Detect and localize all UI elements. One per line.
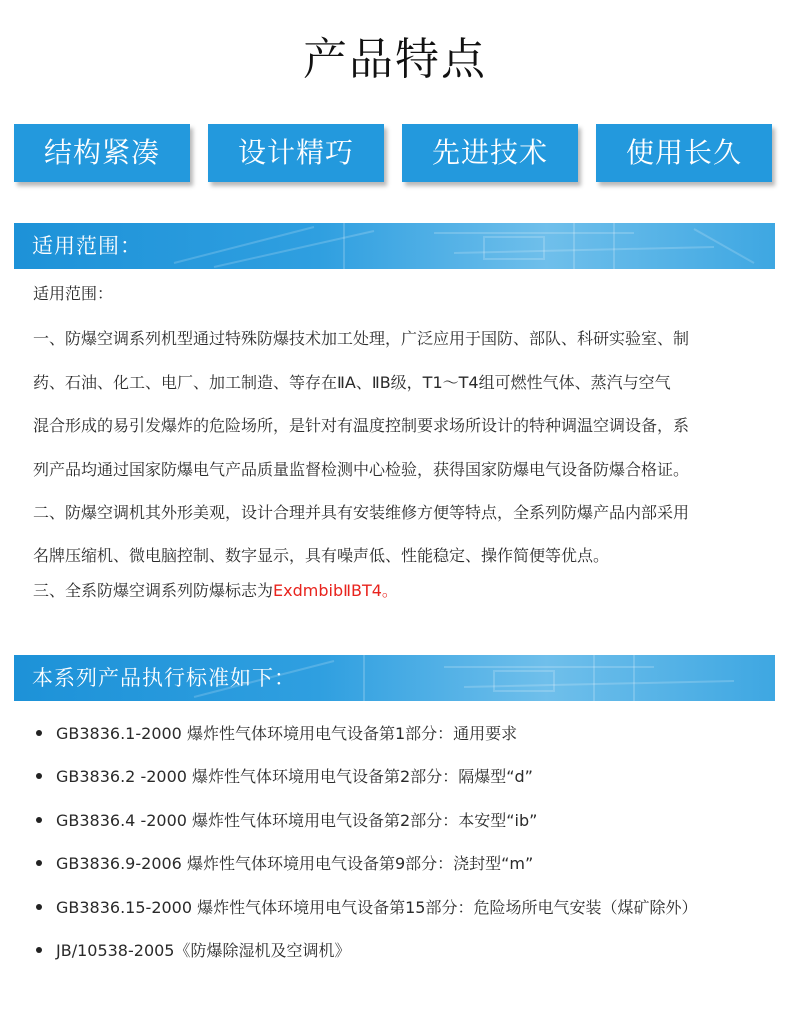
scope-paragraph-line: 列产品均通过国家防爆电气产品质量监督检测中心检验，获得国家防爆电气设备防爆合格证。 bbox=[33, 460, 690, 479]
standard-item bbox=[36, 765, 533, 789]
standard-item bbox=[36, 722, 517, 746]
explosion-mark-line bbox=[33, 579, 398, 603]
feature-advanced-technology: 先进技术 bbox=[402, 124, 578, 182]
feature-row bbox=[14, 124, 776, 186]
scope-intro: 适用范围： bbox=[33, 284, 114, 303]
bullet-icon bbox=[36, 860, 42, 866]
standard-text: GB3836.2 -2000 爆炸性气体环境用电气设备第2部分：隔爆型“d” bbox=[56, 767, 533, 786]
feature-ingenious-design: 设计精巧 bbox=[208, 124, 384, 182]
explosion-mark-prefix: 三、全系防爆空调系列防爆标志为 bbox=[33, 581, 274, 600]
bullet-icon bbox=[36, 947, 42, 953]
bullet-icon bbox=[36, 817, 42, 823]
feature-long-lasting: 使用长久 bbox=[596, 124, 772, 182]
standard-item bbox=[36, 852, 533, 876]
standard-text: JB/10538-2005《防爆除湿机及空调机》 bbox=[56, 941, 351, 960]
page-title: 产品特点 bbox=[303, 34, 487, 85]
scope-paragraph-line: 名牌压缩机、微电脑控制、数字显示，具有噪声低、性能稳定、操作简便等优点。 bbox=[33, 546, 610, 565]
standards-section-header bbox=[14, 655, 775, 701]
bullet-icon bbox=[36, 730, 42, 736]
scope-paragraph-line: 混合形成的易引发爆炸的危险场所，是针对有温度控制要求场所设计的特种调温空调设备，系 bbox=[33, 416, 690, 435]
standard-text: GB3836.4 -2000 爆炸性气体环境用电气设备第2部分：本安型“ib” bbox=[56, 811, 538, 830]
feature-compact-structure: 结构紧凑 bbox=[14, 124, 190, 182]
scope-section-title: 适用范围： bbox=[32, 234, 142, 258]
scope-paragraph-line: 二、防爆空调机其外形美观，设计合理并具有安装维修方便等特点，全系列防爆产品内部采用 bbox=[33, 503, 690, 522]
standards-section-title: 本系列产品执行标准如下： bbox=[32, 666, 296, 690]
scope-paragraph-line: 药、石油、化工、电厂、加工制造、等存在ⅡA、ⅡB级，T1～T4组可燃性气体、蒸汽与空气 bbox=[33, 373, 671, 392]
standard-text: GB3836.9-2006 爆炸性气体环境用电气设备第9部分：浇封型“m” bbox=[56, 854, 534, 873]
standard-item bbox=[36, 809, 537, 833]
scope-paragraph-line: 一、防爆空调系列机型通过特殊防爆技术加工处理，广泛应用于国防、部队、科研实验室、制 bbox=[33, 329, 690, 348]
bullet-icon bbox=[36, 904, 42, 910]
standard-text: GB3836.1-2000 爆炸性气体环境用电气设备第1部分：通用要求 bbox=[56, 724, 518, 743]
standard-item bbox=[36, 896, 697, 920]
explosion-mark-value: ExdmbibⅡBT4。 bbox=[273, 581, 398, 600]
standard-item bbox=[36, 939, 350, 963]
standard-text: GB3836.15-2000 爆炸性气体环境用电气设备第15部分：危险场所电气安装（煤矿除外） bbox=[56, 898, 698, 917]
bullet-icon bbox=[36, 773, 42, 779]
scope-section-header bbox=[14, 223, 775, 269]
